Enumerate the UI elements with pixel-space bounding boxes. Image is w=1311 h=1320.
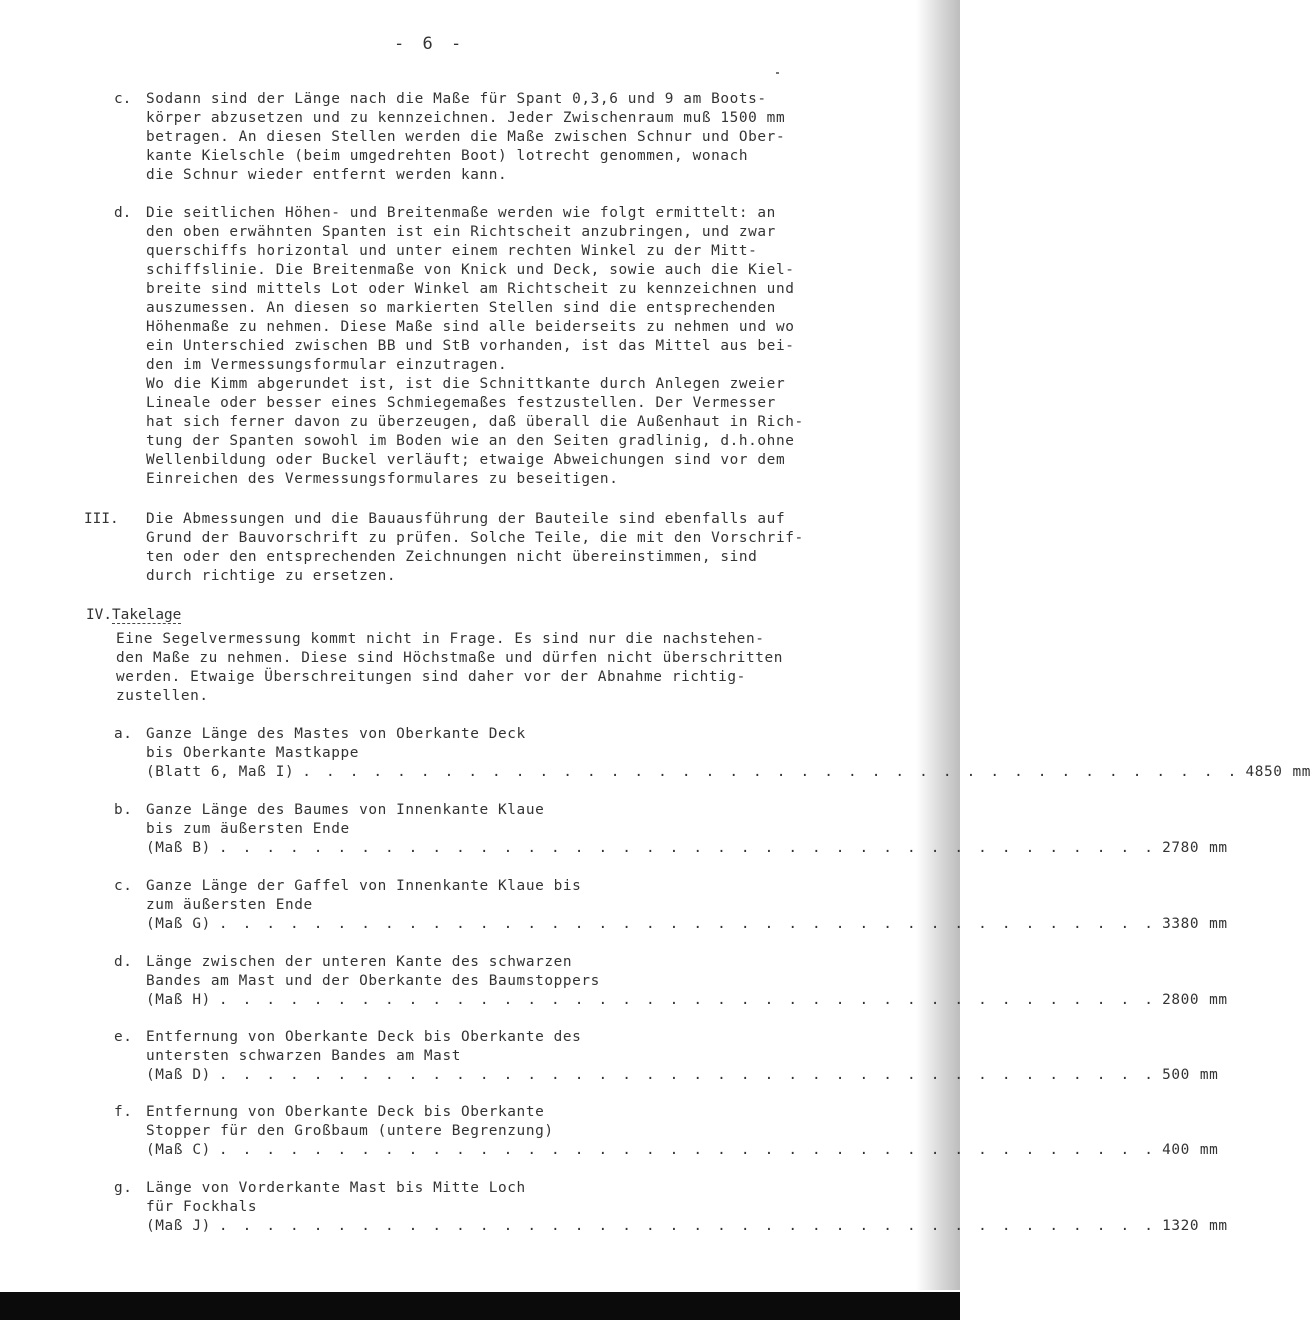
leader-dots: . . . . . . . . . . . . . . . . . . . . . . . . . . . . . . . . . . . . . . . . [218,992,1157,1008]
item-line: zum äußersten Ende [146,897,313,913]
measure-value: 500 [1162,1067,1190,1083]
item-marker: g. [114,1180,133,1196]
paragraph-line: den im Vermessungsformular einzutragen. [146,357,508,373]
item-line: Ganze Länge des Baumes von Innenkante Klaue [146,802,545,818]
item-line: Entfernung von Oberkante Deck bis Oberkante [146,1104,545,1120]
measurement-item-b [114,801,1228,858]
section-d-marker: d. [114,205,132,221]
page-edge-shadow [916,0,960,1290]
measure-value: 2780 [1162,840,1200,856]
item-line: untersten schwarzen Bandes am Mast [146,1048,461,1064]
section-d-paragraph [146,204,804,489]
measurement-item-c [114,877,1228,934]
paragraph-line: hat sich ferner davon zu überzeugen, daß überall die Außenhaut in Rich- [146,414,804,430]
paragraph-line: ein Unterschied zwischen BB und StB vorhanden, ist das Mittel aus bei- [146,338,795,354]
paragraph-line: ten oder den entsprechenden Zeichnungen nicht übereinstimmen, sind [146,549,758,565]
section-iv-heading [86,606,181,625]
section-c-paragraph [146,90,785,185]
measurement-item-a [114,725,1311,782]
measurement-row [146,915,1228,934]
leader-dots: . . . . . . . . . . . . . . . . . . . . . . . . . . . . . . . . . . . . . . . . [218,1142,1157,1158]
measurement-item-e [114,1028,1219,1085]
paragraph-line: Eine Segelvermessung kommt nicht in Frage. Es sind nur die nachstehen- [116,631,765,647]
measurement-item-d [114,953,1228,1010]
section-iii-marker: III. [84,511,119,527]
measure-unit: mm [1209,840,1228,856]
paragraph-line: schiffslinie. Die Breitenmaße von Knick und Deck, sowie auch die Kiel- [146,262,795,278]
measure-reference: (Maß H) [146,992,211,1008]
measurement-row [146,763,1311,782]
measurement-row [146,991,1228,1010]
measurement-row [146,1141,1219,1160]
paragraph-line: zustellen. [116,688,209,704]
paragraph-line: Die Abmessungen und die Bauausführung der Bauteile sind ebenfalls auf [146,511,786,527]
item-line: bis zum äußersten Ende [146,821,350,837]
measure-value: 400 [1162,1142,1190,1158]
item-marker: f. [114,1104,133,1120]
paragraph-line: Höhenmaße zu nehmen. Diese Maße sind alle beiderseits zu nehmen und wo [146,319,795,335]
paragraph-line: Die seitlichen Höhen- und Breitenmaße werden wie folgt ermittelt: an [146,205,776,221]
section-iv-number: IV. [86,607,112,623]
measure-unit: mm [1292,764,1311,780]
measure-unit: mm [1209,1218,1228,1234]
measure-unit: mm [1209,992,1228,1008]
measure-reference: (Maß D) [146,1067,211,1083]
paragraph-line: Wo die Kimm abgerundet ist, ist die Schnittkante durch Anlegen zweier [146,376,786,392]
item-marker: a. [114,726,133,742]
item-marker: c. [114,878,133,894]
scanner-bottom-border [0,1292,960,1320]
measurement-item-f [114,1103,1219,1160]
measure-unit: mm [1199,1142,1219,1158]
leader-dots: . . . . . . . . . . . . . . . . . . . . . . . . . . . . . . . . . . . . . . . . [218,1218,1157,1234]
measurement-row [146,1217,1228,1236]
section-iii-paragraph [146,510,804,586]
item-line: Länge zwischen der unteren Kante des schwarzen [146,954,573,970]
paragraph-line: Wellenbildung oder Buckel verläuft; etwaige Abweichungen sind vor dem [146,452,786,468]
paragraph-line: Sodann sind der Länge nach die Maße für Spant 0,3,6 und 9 am Boots- [146,91,767,107]
paragraph-line: tung der Spanten sowohl im Boden wie an den Seiten gradlinig, d.h.ohne [146,433,795,449]
leader-dots: . . . . . . . . . . . . . . . . . . . . . . . . . . . . . . . . . . . . . . . . [218,1067,1157,1083]
item-line: Ganze Länge des Mastes von Oberkante Deck [146,726,526,742]
paragraph-line: Einreichen des Vermessungsformulares zu beseitigen. [146,471,619,487]
item-marker: e. [114,1029,133,1045]
section-c-marker: c. [114,91,132,107]
paragraph-line: körper abzusetzen und zu kennzeichnen. Jeder Zwischenraum muß 1500 mm [146,110,786,126]
paragraph-line: breite sind mittels Lot oder Winkel am Richtscheit zu kennzeichnen und [146,281,795,297]
paragraph-line: den oben erwähnten Spanten ist ein Richtscheit anzubringen, und zwar [146,224,776,240]
item-marker: b. [114,802,133,818]
item-line: Länge von Vorderkante Mast bis Mitte Loch [146,1180,526,1196]
measure-unit: mm [1209,916,1228,932]
measure-reference: (Maß J) [146,1218,211,1234]
measure-reference: (Maß G) [146,916,211,932]
measure-reference: (Blatt 6, Maß I) [146,764,295,780]
paragraph-line: auszumessen. An diesen so markierten Stellen sind die entsprechenden [146,300,776,316]
paragraph-line: die Schnur wieder entfernt werden kann. [146,167,508,183]
scan-speck [776,72,779,74]
item-line: Bandes am Mast und der Oberkante des Baumstoppers [146,973,600,989]
paragraph-line: den Maße zu nehmen. Diese sind Höchstmaße und dürfen nicht überschritten [116,650,783,666]
section-iv-intro [116,630,783,706]
item-line: bis Oberkante Mastkappe [146,745,360,761]
measure-reference: (Maß C) [146,1142,211,1158]
paragraph-line: kante Kielschle (beim umgedrehten Boot) lotrecht genommen, wonach [146,148,749,164]
paragraph-line: Lineale oder besser eines Schmiegemaßes festzustellen. Der Vermesser [146,395,776,411]
paragraph-line: Grund der Bauvorschrift zu prüfen. Solche Teile, die mit den Vorschrif- [146,530,804,546]
paragraph-line: betragen. An diesen Stellen werden die Maße zwischen Schnur und Ober- [146,129,786,145]
item-line: für Fockhals [146,1199,258,1215]
measurement-row [146,1066,1219,1085]
measure-value: 1320 [1162,1218,1200,1234]
paragraph-line: durch richtige zu ersetzen. [146,568,397,584]
leader-dots: . . . . . . . . . . . . . . . . . . . . . . . . . . . . . . . . . . . . . . . . [218,840,1157,856]
leader-dots: . . . . . . . . . . . . . . . . . . . . . . . . . . . . . . . . . . . . . . . . [302,764,1240,780]
measure-value: 3380 [1162,916,1200,932]
measurement-row [146,839,1228,858]
item-marker: d. [114,954,133,970]
item-line: Entfernung von Oberkante Deck bis Oberkante des [146,1029,582,1045]
item-line: Ganze Länge der Gaffel von Innenkante Klaue bis [146,878,582,894]
measurement-item-g [114,1179,1228,1236]
leader-dots: . . . . . . . . . . . . . . . . . . . . . . . . . . . . . . . . . . . . . . . . [218,916,1157,932]
measure-unit: mm [1199,1067,1219,1083]
measure-value: 2800 [1162,992,1200,1008]
measure-value: 4850 [1245,764,1283,780]
item-line: Stopper für den Großbaum (untere Begrenzung) [146,1123,554,1139]
paragraph-line: querschiffs horizontal und unter einem rechten Winkel zu der Mitt- [146,243,758,259]
measure-reference: (Maß B) [146,840,211,856]
section-iv-title: Takelage [112,607,182,623]
page-number: - 6 - [394,34,466,54]
paragraph-line: werden. Etwaige Überschreitungen sind daher vor der Abnahme richtig- [116,669,746,685]
